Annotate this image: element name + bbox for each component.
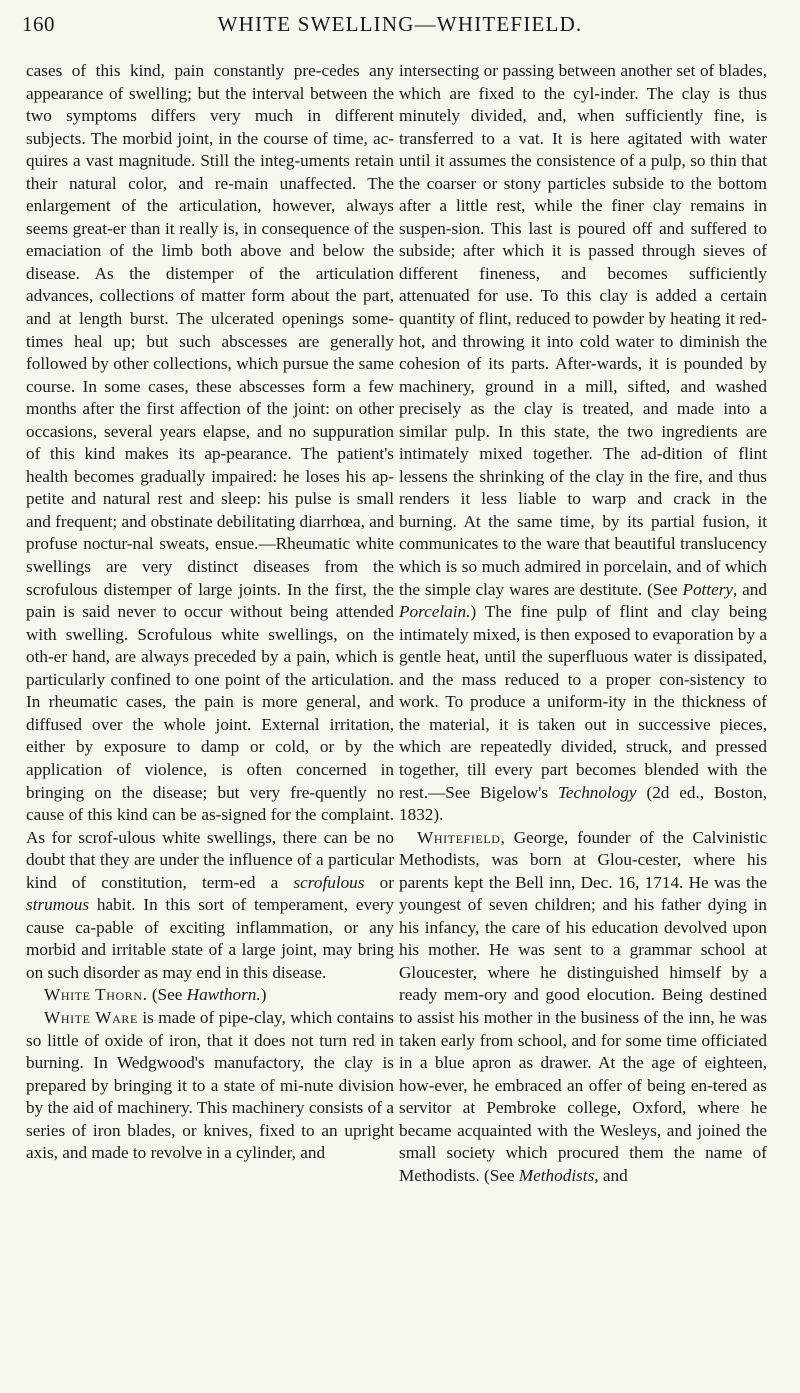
term-scrofulous: scrofulous [293, 872, 365, 892]
white-swelling-paragraph [26, 60, 394, 984]
white-ware-continued-text: intersecting or passing between another set of blades, which are fixed to the cyl-inder. The clay is thus minutely divided, and, when sufficiently fine, is transferred to a vat. It is here agitated with water until it assumes the consistence of a pulp, so thin that the coarser or stony particles subside to the bottom after a little rest, while the finer clay remains in suspen-sion. This last is poured off and suffered to subside; after which it is passed through sieves of different fineness, and becomes sufficiently attenuated for use. To this clay is added a certain quantity of flint, reduced to powder by heating it red-hot, and throwing it into cold water to diminish the cohesion of its parts. After-wards, it is pounded by machinery, ground in a mill, sifted, and washed precisely as the clay is treated, and made into a similar pulp. In this state, the two ingredients are intimately mixed together. The ad-dition of flint lessens the shrinking of the clay in the fire, and thus renders it less liable to warp and crack in the burning. At the same time, by its partial fusion, it communicates to the ware that beautiful translucency which is so much admired in porcelain, and of which the simple clay wares are destitute. (See [399, 61, 767, 599]
running-head [22, 12, 778, 42]
whitefield-entry [399, 827, 767, 1188]
whitefield-text-end: and [598, 1165, 628, 1185]
white-ware-text: is made of pipe-clay, which contains so little of oxide of iron, that it does not turn red in burning. In Wedgwood's manufactory, the clay is prepared by bringing it to a state of mi-nute division by the aid of machinery. This machinery consists of a series of iron blades, or knives, fixed to an upright axis, and made to revolve in a cylinder, and [26, 1007, 394, 1163]
entry-heading-white-ware: White Ware [44, 1007, 138, 1027]
white-ware-continued-text-2: ) The fine pulp of flint and clay being intimately mixed, is then exposed to evaporation by a gentle heat, until the superfluous water is dissipated, and the mass reduced to a proper con-sistency to work. To produce a uniform-ity in the thickness of the material, it is taken out in successive pieces, which are repeatedly divided, struck, and pressed together, till every part becomes blended with the rest.—See Bigelow's [399, 602, 768, 802]
white-thorn-entry [26, 984, 394, 1007]
left-column [26, 60, 394, 1165]
cross-ref-pottery: Pottery [682, 579, 734, 599]
right-column [399, 60, 767, 1187]
page-number: 160 [22, 12, 55, 36]
whitefield-text: , George, founder of the Calvinistic Methodists, was born at Glou-cester, where his parents kept the Bell inn, Dec. 16, 1714. He was the youngest of seven children; and his father dying in his infancy, the care of his education devolved upon his mother. He was sent to a grammar school at Gloucester, where he distinguished himself by a ready mem-ory and good elocution. Being destined to assist his mother in the business of the inn, he was taken early from school, and for some time officiated in a blue apron as drawer. At the age of eighteen, how-ever, he embraced an offer of being en-tered as servitor at Pembroke college, Oxford, where he became acquainted with the Wesleys, and joined the small society which procured them the name of Methodists. (See [399, 827, 767, 1185]
connector-and: , and [733, 579, 767, 599]
white-swelling-text: cases of this kind, pain constantly pre-cedes any appearance of swelling; but the interval between the two symptoms differs very much in different subjects. The morbid joint, in the course of time, ac-quires a vast magnitude. Still the integ-uments retain their natural color, and re-main unaffected. The enlargement of the articulation, however, always seems great-er than it really is, in consequence of the emaciation of the limb both above and below the disease. As the distemper of the articulation advances, collections of matter form about the part, and at length burst. The ulcerated openings some-times heal up; but such abscesses are generally followed by other collections, which pursue the same course. In some cases, these abscesses form a few months after the first affection of the joint: on other occasions, several years elapse, and no suppuration of this kind makes its ap-pearance. The patient's health becomes gradually impaired: he loses his ap-petite and natural rest and sleep: his pulse is small and frequent; and obstinate debilitating diarrhœa, and profuse noctur-nal sweats, ensue.—Rheumatic white swellings are very distinct diseases from the scrofulous distemper of large joints. In the first, the pain is said never to occur without being attended with swelling. Scrofulous white swellings, on the oth-er hand, are always preceded by a pain, which is particularly confined to one point of the articulation. In rheumatic cases, the pain is more general, and diffused over the whole joint. External irritation, either by exposure to damp or cold, or by the application of violence, is often concerned in bringing on the disease; but very fre-quently no cause of this kind can be as-signed for the complaint. As for scrof-ulous white swellings, there can be no doubt that they are under the influence of a particular kind of constitution, term-ed a [26, 61, 394, 892]
white-ware-entry [26, 1007, 394, 1165]
citation-bigelow: (2d ed., Boston, 1832). [399, 782, 768, 825]
running-title: WHITE SWELLING—WHITEFIELD. [217, 12, 583, 36]
white-swelling-text-end: habit. In this sort of temperament, every cause ca-pable of exciting inflammation, or any morbid and irritable state of a large joint, may bring on such disorder as may end in this disease. [26, 895, 394, 982]
cross-ref-porcelain: Porcelain. [399, 602, 471, 622]
white-ware-continued [399, 60, 767, 827]
term-strumous: strumous [26, 895, 90, 915]
cross-ref-technology: Technology [557, 782, 637, 802]
cross-ref-hawthorn: Hawthorn. [186, 985, 261, 1005]
white-thorn-see: (See [147, 985, 187, 1005]
entry-heading-whitefield: Whitefield [417, 827, 501, 847]
connector-or: or [364, 872, 394, 892]
white-thorn-close: ) [260, 985, 267, 1005]
cross-ref-methodists: Methodists, [518, 1165, 599, 1185]
entry-heading-white-thorn: White Thorn. [44, 985, 148, 1005]
